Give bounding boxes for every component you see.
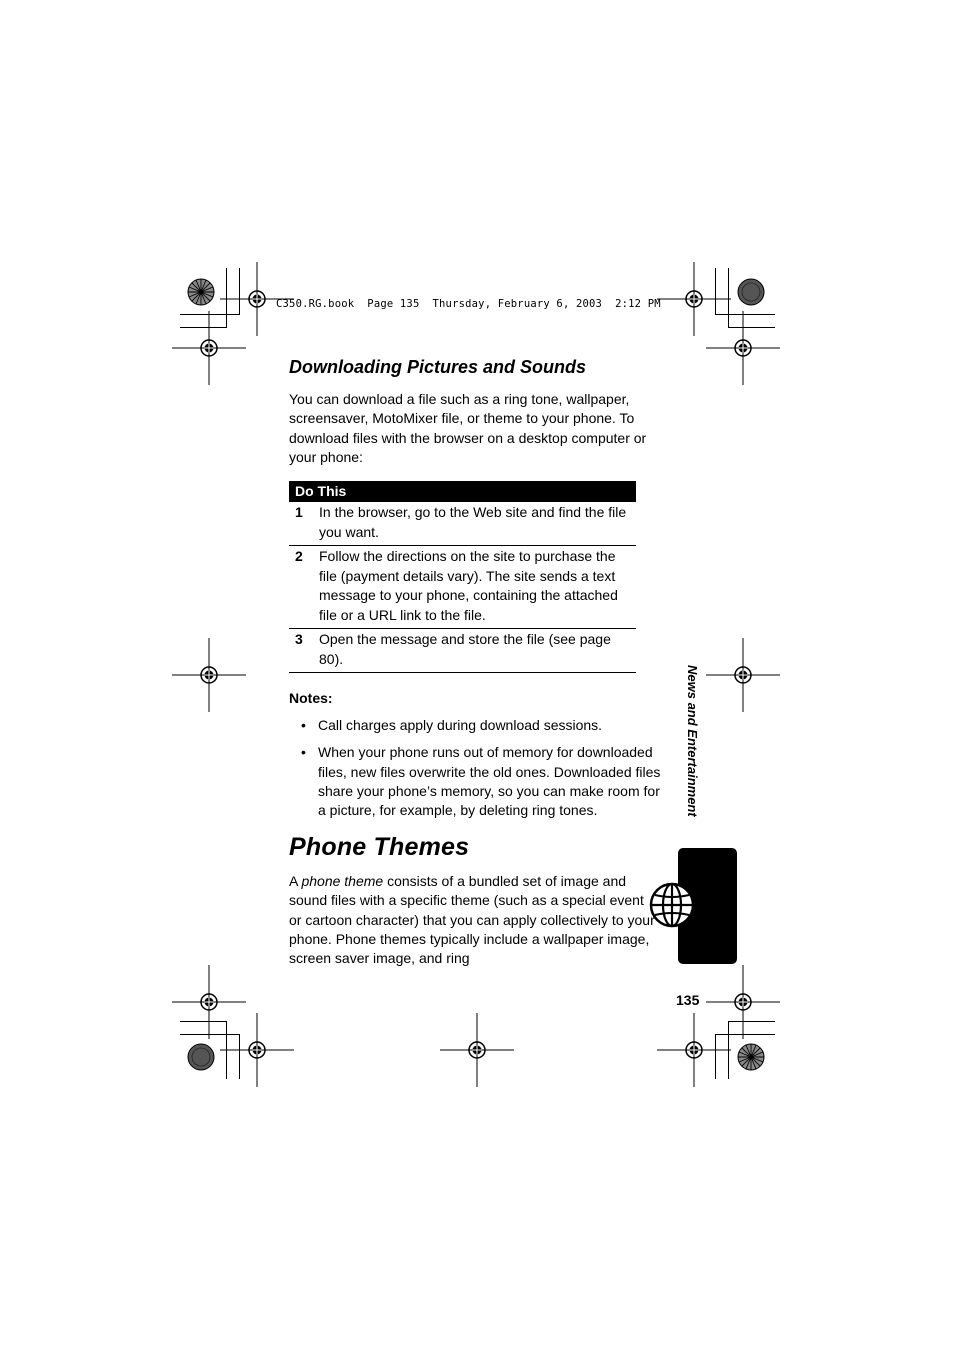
note-text: When your phone runs out of memory for downloaded files, new files overwrite the old ones. Downloaded files share your phone’s memory, so you can make room for a picture, for example, by deleting ring tones. — [318, 744, 661, 819]
section-intro: You can download a file such as a ring tone, wallpaper, screensaver, MotoMixer file, or theme to your phone. To download files with the browser on a desktop computer or your phone: — [289, 391, 647, 465]
steps-table — [289, 481, 636, 673]
step-number: 2 — [295, 548, 303, 564]
table-row — [289, 502, 636, 546]
table-row — [289, 629, 636, 673]
section-heading: Downloading Pictures and Sounds — [289, 357, 587, 377]
step-text: In the browser, go to the Web site and find the file you want. — [319, 504, 627, 540]
body-text: consists of a bundled set of image and sound files with a specific theme (such as a special event or cartoon character) that you can apply collectively to your phone. Phone themes typically include a wallpaper image, screen saver image, and ring — [289, 873, 655, 967]
step-number: 3 — [295, 631, 303, 647]
step-number: 1 — [295, 504, 303, 520]
note-text: Call charges apply during download sessions. — [318, 717, 603, 733]
list-item — [289, 716, 669, 735]
body-prefix: A — [289, 873, 302, 889]
bullet-marker: • — [301, 717, 306, 733]
page-number: 135 — [676, 992, 700, 1008]
print-header: C350.RG.book Page 135 Thursday, February 6, 2003 2:12 PM — [276, 298, 661, 310]
chapter-label-text: News and Entertainment — [685, 665, 700, 817]
page-title: Phone Themes — [289, 833, 470, 861]
globe-icon — [649, 882, 695, 928]
themes-body — [289, 872, 657, 968]
step-text: Open the message and store the file (see page 80). — [319, 631, 611, 667]
step-text: Follow the directions on the site to purchase the file (payment details vary). The site sends a text message to your phone, containing the attached file or a URL link to the file. — [319, 548, 618, 623]
table-header: Do This — [289, 481, 636, 502]
bullet-marker: • — [301, 744, 306, 761]
notes-label: Notes: — [289, 690, 333, 706]
defined-term: phone theme — [301, 873, 384, 889]
table-row — [289, 546, 636, 629]
list-item — [289, 743, 669, 820]
notes-list — [289, 716, 669, 828]
chapter-label — [683, 665, 703, 840]
